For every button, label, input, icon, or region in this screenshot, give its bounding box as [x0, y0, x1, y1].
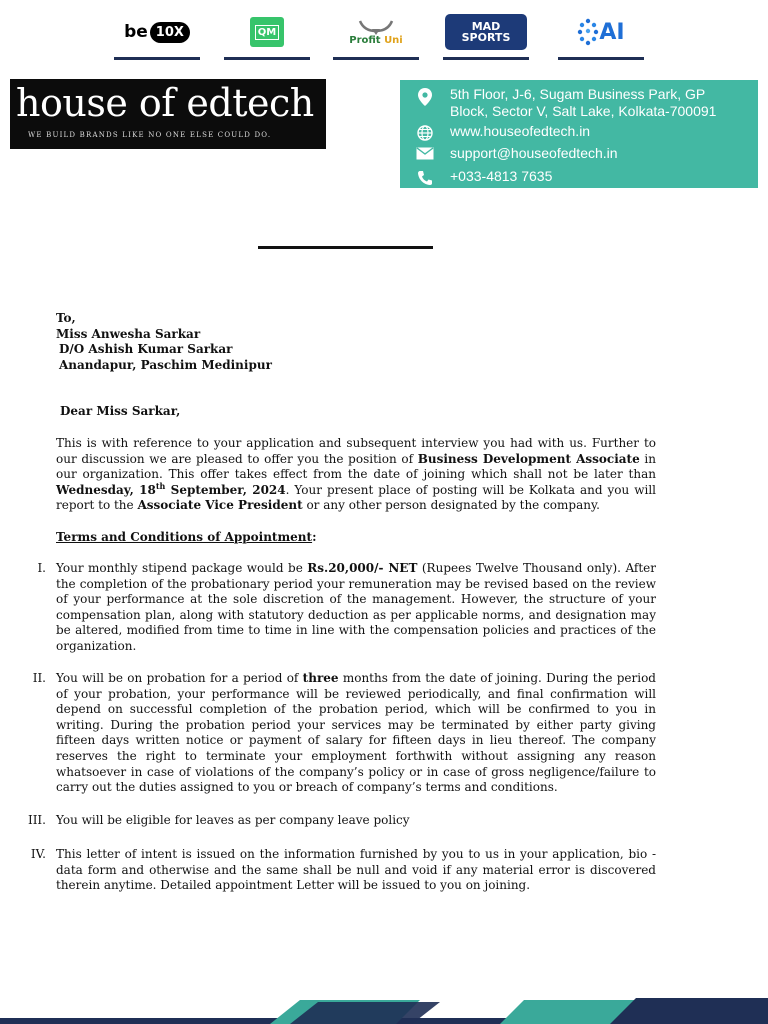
brand-be10x: [114, 12, 200, 60]
salutation: Dear Miss Sarkar,: [60, 404, 181, 418]
email-link[interactable]: support@houseofedtech.in: [450, 145, 618, 161]
footer-decoration: [0, 996, 768, 1024]
be10x-badge: 10X: [150, 22, 190, 43]
term-text: months from the date of joining. During the period of your probation, your performance will be reviewed periodically, and final confirmation will depend on successful completion of the probation period, which will be confirmed to you in writing. During the probation period your services may be terminated by either party giving fifteen days written notice or payment of salary for fifteen days in lieu thereof. The company reserves the right to terminate your employment forthwith without assigning any reason whatsoever in case of violations of the company’s policy or in case of gross negligence/failure to carry out the duties assigned to you or breach of company’s terms and conditions.: [56, 671, 656, 795]
joining-date: [56, 480, 286, 497]
term-text: You will be eligible for leaves as per company leave policy: [56, 813, 410, 827]
intro-text: or any other person designated by the company.: [302, 498, 600, 513]
website-link[interactable]: www.houseofedtech.in: [450, 123, 591, 139]
term-item-2: [32, 671, 656, 796]
joining-date-day: Wednesday, 18: [56, 482, 156, 497]
qm-text: QM: [255, 25, 279, 40]
uni-word: Uni: [384, 34, 403, 46]
location-pin-icon: [400, 86, 450, 120]
ai-text: AI: [599, 19, 625, 45]
joining-date-suffix: th: [155, 480, 166, 491]
joining-date-rest: September, 2024: [165, 482, 286, 497]
brand-underline: [443, 57, 529, 60]
phone-number[interactable]: +033-4813 7635: [450, 168, 553, 184]
profit-uni-logo: [349, 12, 402, 52]
term-text: This letter of intent is issued on the information furnished by you to us in your application, bio -data form and otherwise and the same shall be null and void if any material error is discovered therein anytime. Detailed appointment Letter will be issued to you on joining.: [56, 847, 656, 893]
contact-address: [400, 86, 758, 120]
intro-text: in our organization. This offer takes effect from the date of joining which shall not be later than: [56, 451, 656, 482]
profit-word: Profit: [349, 34, 381, 46]
reporting-manager: Associate Vice President: [137, 498, 303, 513]
brand-ai: [558, 12, 644, 60]
term-item-4: [30, 847, 656, 894]
terms-heading: [56, 530, 317, 544]
ai-logo: [577, 12, 624, 52]
brand-underline: [333, 57, 419, 60]
contact-box: [400, 80, 758, 188]
mail-icon: [400, 145, 450, 162]
term-text: (Rupees Twelve Thousand only). After the completion of the probationary period your remuneration may be revised based on the review of your performance at the sole discretion of the management. However, the structure of your compensation plan, along with statutory deduction as per applicable norms, and designation may be altered, modified from time to time in line with the compensation policies and practices of the organization.: [56, 561, 657, 653]
intro-text: . Your present place of posting will be Kolkata and you will report to the: [56, 482, 656, 513]
address-line-1: 5th Floor, J-6, Sugam Business Park, GP: [450, 86, 706, 102]
qm-logo: [250, 12, 284, 52]
probation-duration: three: [302, 671, 339, 685]
term-text: Your monthly stipend package would be: [56, 561, 308, 575]
intro-paragraph: [56, 436, 656, 514]
term-number: IV.: [30, 847, 46, 861]
recipient-address: Anandapur, Paschim Medinipur: [59, 357, 272, 372]
term-text: You will be on probation for a period of: [56, 671, 303, 685]
brand-mad-sports: [443, 12, 529, 60]
be10x-text: be: [124, 22, 148, 42]
brand-underline: [224, 57, 310, 60]
offered-role: Business Development Associate: [417, 451, 640, 466]
brand-profit-uni: [333, 12, 419, 60]
phone-icon: [400, 168, 450, 186]
terms-heading-colon: :: [312, 530, 317, 544]
brand-underline: [558, 57, 644, 60]
terms-heading-text: Terms and Conditions of Appointment: [56, 530, 313, 544]
mad-sports-logo: [445, 12, 527, 52]
dots-sphere-icon: [577, 17, 599, 47]
company-banner: [10, 79, 326, 149]
contact-phone: [400, 168, 758, 186]
address-line-2: Block, Sector V, Salt Lake, Kolkata-700091: [450, 103, 717, 119]
contact-website: [400, 123, 758, 141]
recipient-name: Miss Anwesha Sarkar: [56, 326, 201, 341]
stipend-amount: Rs.20,000/- NET: [307, 561, 418, 575]
company-tagline: WE BUILD BRANDS LIKE NO ONE ELSE COULD DO.: [28, 131, 272, 139]
recipient-relation: D/O Ashish Kumar Sarkar: [59, 342, 233, 357]
brand-underline: [114, 57, 200, 60]
term-item-3: [27, 813, 656, 829]
globe-icon: [400, 123, 450, 141]
term-number: I.: [37, 561, 46, 575]
company-name: house of edtech: [16, 81, 314, 125]
recipient-to: To,: [56, 311, 76, 325]
bull-horns-icon: [356, 19, 396, 35]
title-rule: [258, 246, 433, 249]
term-number: II.: [32, 671, 46, 685]
be10x-logo: [124, 12, 190, 52]
term-item-1: [37, 561, 657, 655]
recipient-block: [56, 311, 656, 373]
contact-email: [400, 145, 758, 162]
brand-qm: [224, 12, 310, 60]
intro-text: This is with reference to your application and subsequent interview you had with us. Further to our discussion we are pleased to offer you the position of: [56, 436, 656, 466]
sports-text: SPORTS: [461, 31, 511, 44]
term-number: III.: [27, 813, 46, 827]
mad-text: MAD: [471, 20, 501, 33]
